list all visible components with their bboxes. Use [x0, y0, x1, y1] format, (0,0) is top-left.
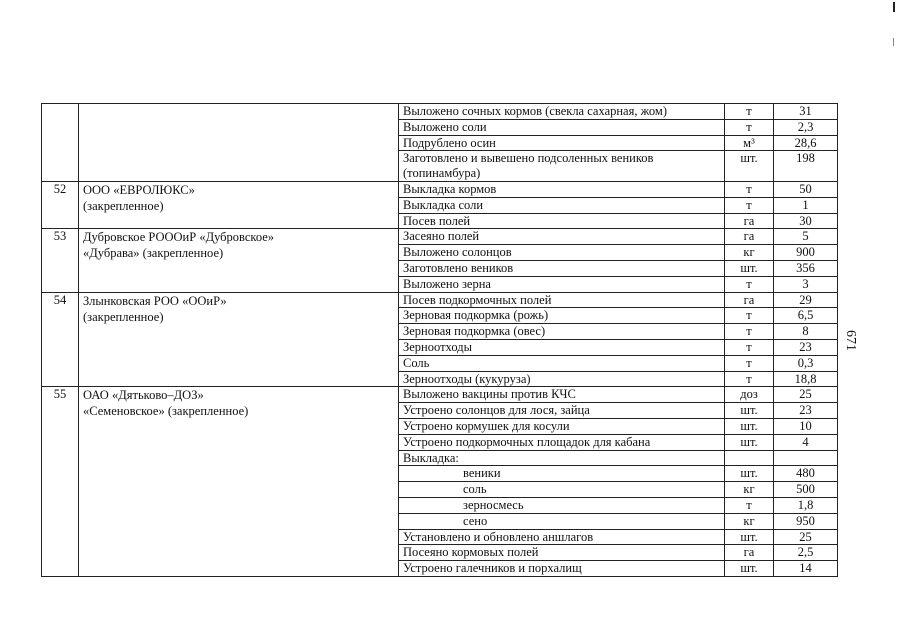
activity-cell: Выложено вакцины против КЧС [399, 387, 725, 403]
unit-cell: кг [725, 482, 774, 498]
activity-cell: зерносмесь [399, 497, 725, 513]
table-row [42, 104, 838, 120]
quantity-cell: 0,3 [774, 355, 838, 371]
activity-cell: соль [399, 482, 725, 498]
unit-cell: шт. [725, 434, 774, 450]
entry-number-cell: 52 [42, 181, 79, 228]
entry-number-cell: 55 [42, 387, 79, 577]
document-table [41, 103, 838, 577]
unit-cell: доз [725, 387, 774, 403]
activity-cell: Засеяно полей [399, 229, 725, 245]
quantity-cell: 1 [774, 197, 838, 213]
table-row [42, 181, 838, 197]
scan-edge-mark [893, 38, 894, 46]
organization-line: Злынковская РОО «ООиР» [83, 293, 227, 308]
quantity-cell: 198 [774, 151, 838, 182]
activity-cell: Выкладка кормов [399, 181, 725, 197]
organization-cell [79, 104, 399, 182]
quantity-cell: 23 [774, 403, 838, 419]
activity-cell: Заготовлено и вывешено подсоленных веников (топинамбура) [399, 151, 725, 182]
activity-cell: Установлено и обновлено аншлагов [399, 529, 725, 545]
unit-cell: шт. [725, 466, 774, 482]
quantity-cell: 4 [774, 434, 838, 450]
quantity-cell: 25 [774, 529, 838, 545]
quantity-cell [774, 450, 838, 466]
quantity-cell: 500 [774, 482, 838, 498]
organization-line: Дубровское РОООиР «Дубровское» [83, 230, 275, 245]
unit-cell: т [725, 371, 774, 387]
unit-cell: шт. [725, 561, 774, 577]
unit-cell: т [725, 497, 774, 513]
activity-cell: Устроено галечников и порхалищ [399, 561, 725, 577]
table-row [42, 387, 838, 403]
unit-cell: шт. [725, 529, 774, 545]
quantity-cell: 6,5 [774, 308, 838, 324]
page-number: 671 [843, 330, 858, 351]
quantity-cell: 28,6 [774, 135, 838, 151]
activity-cell: Зерновая подкормка (овес) [399, 324, 725, 340]
activity-cell: Соль [399, 355, 725, 371]
organization-line: «Дубрава» (закрепленное) [83, 246, 224, 261]
organization-cell [79, 387, 399, 577]
unit-cell: га [725, 545, 774, 561]
table-body [42, 104, 838, 577]
activity-cell: Устроено солонцов для лося, зайца [399, 403, 725, 419]
activity-cell: Посев полей [399, 213, 725, 229]
unit-cell: т [725, 276, 774, 292]
quantity-cell: 480 [774, 466, 838, 482]
activity-cell: Выложено зерна [399, 276, 725, 292]
quantity-cell: 18,8 [774, 371, 838, 387]
organization-line: ООО «ЕВРОЛЮКС» [83, 182, 195, 197]
quantity-cell: 31 [774, 104, 838, 120]
unit-cell: кг [725, 513, 774, 529]
unit-cell: шт. [725, 418, 774, 434]
quantity-cell: 14 [774, 561, 838, 577]
unit-cell: т [725, 308, 774, 324]
organization-line: «Семеновское» (закрепленное) [83, 404, 249, 419]
activity-cell: Устроено подкормочных площадок для кабана [399, 434, 725, 450]
scan-edge-mark [893, 2, 895, 12]
quantity-cell: 50 [774, 181, 838, 197]
quantity-cell: 23 [774, 339, 838, 355]
quantity-cell: 10 [774, 418, 838, 434]
quantity-cell: 950 [774, 513, 838, 529]
unit-cell: га [725, 292, 774, 308]
activity-cell: Зерновая подкормка (рожь) [399, 308, 725, 324]
activity-cell: сено [399, 513, 725, 529]
unit-cell: т [725, 324, 774, 340]
activity-cell: Выкладка соли [399, 197, 725, 213]
activity-cell: Устроено кормушек для косули [399, 418, 725, 434]
unit-cell: га [725, 229, 774, 245]
organization-line: ОАО «Дятьково–ДОЗ» [83, 388, 204, 403]
unit-cell: т [725, 355, 774, 371]
unit-cell: т [725, 119, 774, 135]
quantity-cell: 2,5 [774, 545, 838, 561]
table-row [42, 229, 838, 245]
unit-cell: т [725, 197, 774, 213]
quantity-cell: 30 [774, 213, 838, 229]
activity-cell: Зерноотходы [399, 339, 725, 355]
entry-number-cell: 53 [42, 229, 79, 292]
quantity-cell: 25 [774, 387, 838, 403]
entry-number-cell: 54 [42, 292, 79, 387]
quantity-cell: 29 [774, 292, 838, 308]
activity-cell: Выложено соли [399, 119, 725, 135]
organization-line: (закрепленное) [83, 198, 164, 213]
organization-cell [79, 229, 399, 292]
quantity-cell: 900 [774, 245, 838, 261]
table-row [42, 292, 838, 308]
entry-number-cell [42, 104, 79, 182]
unit-cell: шт. [725, 403, 774, 419]
quantity-cell: 3 [774, 276, 838, 292]
organization-line: (закрепленное) [83, 309, 164, 324]
activity-cell: Выложено солонцов [399, 245, 725, 261]
unit-cell: т [725, 104, 774, 120]
unit-cell: т [725, 181, 774, 197]
unit-cell: га [725, 213, 774, 229]
organization-cell [79, 181, 399, 228]
activity-cell: веники [399, 466, 725, 482]
unit-cell: шт. [725, 260, 774, 276]
unit-cell: т [725, 339, 774, 355]
activity-cell: Зерноотходы (кукуруза) [399, 371, 725, 387]
organization-cell [79, 292, 399, 387]
activity-cell: Заготовлено веников [399, 260, 725, 276]
activity-cell: Выложено сочных кормов (свекла сахарная, жом) [399, 104, 725, 120]
unit-cell [725, 450, 774, 466]
quantity-cell: 1,8 [774, 497, 838, 513]
quantity-cell: 5 [774, 229, 838, 245]
activity-cell: Выкладка: [399, 450, 725, 466]
unit-cell: шт. [725, 151, 774, 182]
quantity-cell: 356 [774, 260, 838, 276]
unit-cell: кг [725, 245, 774, 261]
quantity-cell: 2,3 [774, 119, 838, 135]
quantity-cell: 8 [774, 324, 838, 340]
activity-cell: Подрублено осин [399, 135, 725, 151]
activity-cell: Посев подкормочных полей [399, 292, 725, 308]
activity-cell: Посеяно кормовых полей [399, 545, 725, 561]
unit-cell: м³ [725, 135, 774, 151]
